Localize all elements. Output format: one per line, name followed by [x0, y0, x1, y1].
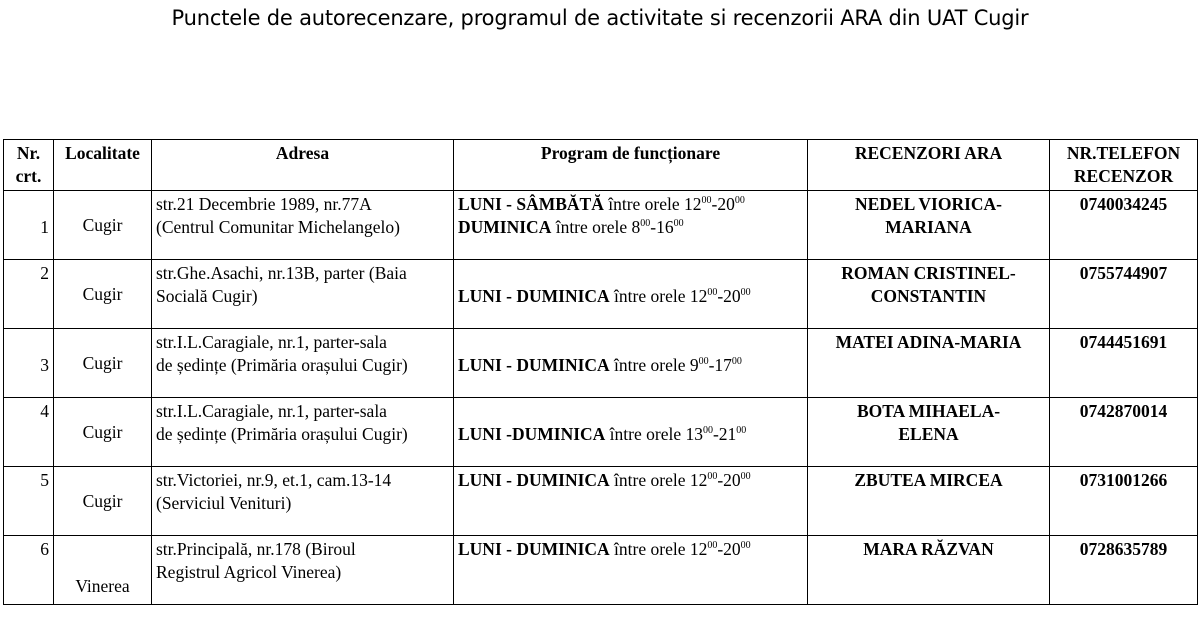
row-nr: 3: [4, 329, 54, 398]
table-row: [4, 191, 1198, 260]
row-recenzor: BOTA MIHAELA- ELENA: [808, 398, 1050, 467]
table-row: [4, 329, 1198, 398]
row-localitate: Cugir: [54, 329, 152, 398]
row-adresa: str.Ghe.Asachi, nr.13B, parter (Baia Socială Cugir): [152, 260, 454, 329]
header-program: Program de funcționare: [454, 140, 808, 191]
program-line: LUNI -DUMINICA între orele $13^{00}-21^{00}$: [458, 424, 747, 444]
header-nr-crt: Nr. crt.: [4, 140, 54, 191]
row-telefon: 0740034245: [1050, 191, 1198, 260]
row-recenzor: ROMAN CRISTINEL- CONSTANTIN: [808, 260, 1050, 329]
header-localitate: Localitate: [54, 140, 152, 191]
row-adresa: str.Principală, nr.178 (Biroul Registrul Agricol Vinerea): [152, 536, 454, 605]
header-adresa: Adresa: [152, 140, 454, 191]
row-nr: 1: [4, 191, 54, 260]
program-line: LUNI - SÂMBĂTĂ între orele $12^{00}-20^{00}$: [458, 194, 745, 214]
row-telefon: 0728635789: [1050, 536, 1198, 605]
row-program: [454, 260, 808, 329]
row-nr: 2: [4, 260, 54, 329]
row-nr: 4: [4, 398, 54, 467]
program-line: DUMINICA între orele $8^{00}-16^{00}$: [458, 217, 684, 237]
row-telefon: 0731001266: [1050, 467, 1198, 536]
row-telefon: 0755744907: [1050, 260, 1198, 329]
row-nr: 6: [4, 536, 54, 605]
table-row: [4, 398, 1198, 467]
table-row: [4, 467, 1198, 536]
row-localitate: Cugir: [54, 467, 152, 536]
row-program: [454, 398, 808, 467]
row-adresa: str.21 Decembrie 1989, nr.77A (Centrul Comunitar Michelangelo): [152, 191, 454, 260]
table-row: [4, 260, 1198, 329]
row-recenzor: ZBUTEA MIRCEA: [808, 467, 1050, 536]
row-adresa: str.I.L.Caragiale, nr.1, parter-sala de ședințe (Primăria orașului Cugir): [152, 398, 454, 467]
row-adresa: str.Victoriei, nr.9, et.1, cam.13-14 (Serviciul Venituri): [152, 467, 454, 536]
row-program: [454, 536, 808, 605]
row-program: [454, 467, 808, 536]
row-program: [454, 329, 808, 398]
row-localitate: Cugir: [54, 260, 152, 329]
header-telefon: NR.TELEFON RECENZOR: [1050, 140, 1198, 191]
row-telefon: 0744451691: [1050, 329, 1198, 398]
row-telefon: 0742870014: [1050, 398, 1198, 467]
row-nr: 5: [4, 467, 54, 536]
census-points-table: [3, 139, 1198, 605]
row-recenzor: MATEI ADINA-MARIA: [808, 329, 1050, 398]
table-row: [4, 536, 1198, 605]
row-localitate: Cugir: [54, 398, 152, 467]
program-line: LUNI - DUMINICA între orele $12^{00}-20^{00}$: [458, 539, 751, 559]
page-title: Punctele de autorecenzare, programul de activitate si recenzorii ARA din UAT Cugir: [171, 6, 1029, 30]
row-recenzor: NEDEL VIORICA- MARIANA: [808, 191, 1050, 260]
row-recenzor: MARA RĂZVAN: [808, 536, 1050, 605]
row-program: [454, 191, 808, 260]
program-line: LUNI - DUMINICA între orele $12^{00}-20^{00}$: [458, 286, 751, 306]
program-line: LUNI - DUMINICA între orele $12^{00}-20^{00}$: [458, 470, 751, 490]
header-recenzori: RECENZORI ARA: [808, 140, 1050, 191]
table-header-row: [4, 140, 1198, 191]
program-line: LUNI - DUMINICA între orele $9^{00}-17^{00}$: [458, 355, 742, 375]
row-localitate: Vinerea: [54, 536, 152, 605]
row-localitate: Cugir: [54, 191, 152, 260]
row-adresa: str.I.L.Caragiale, nr.1, parter-sala de ședințe (Primăria orașului Cugir): [152, 329, 454, 398]
